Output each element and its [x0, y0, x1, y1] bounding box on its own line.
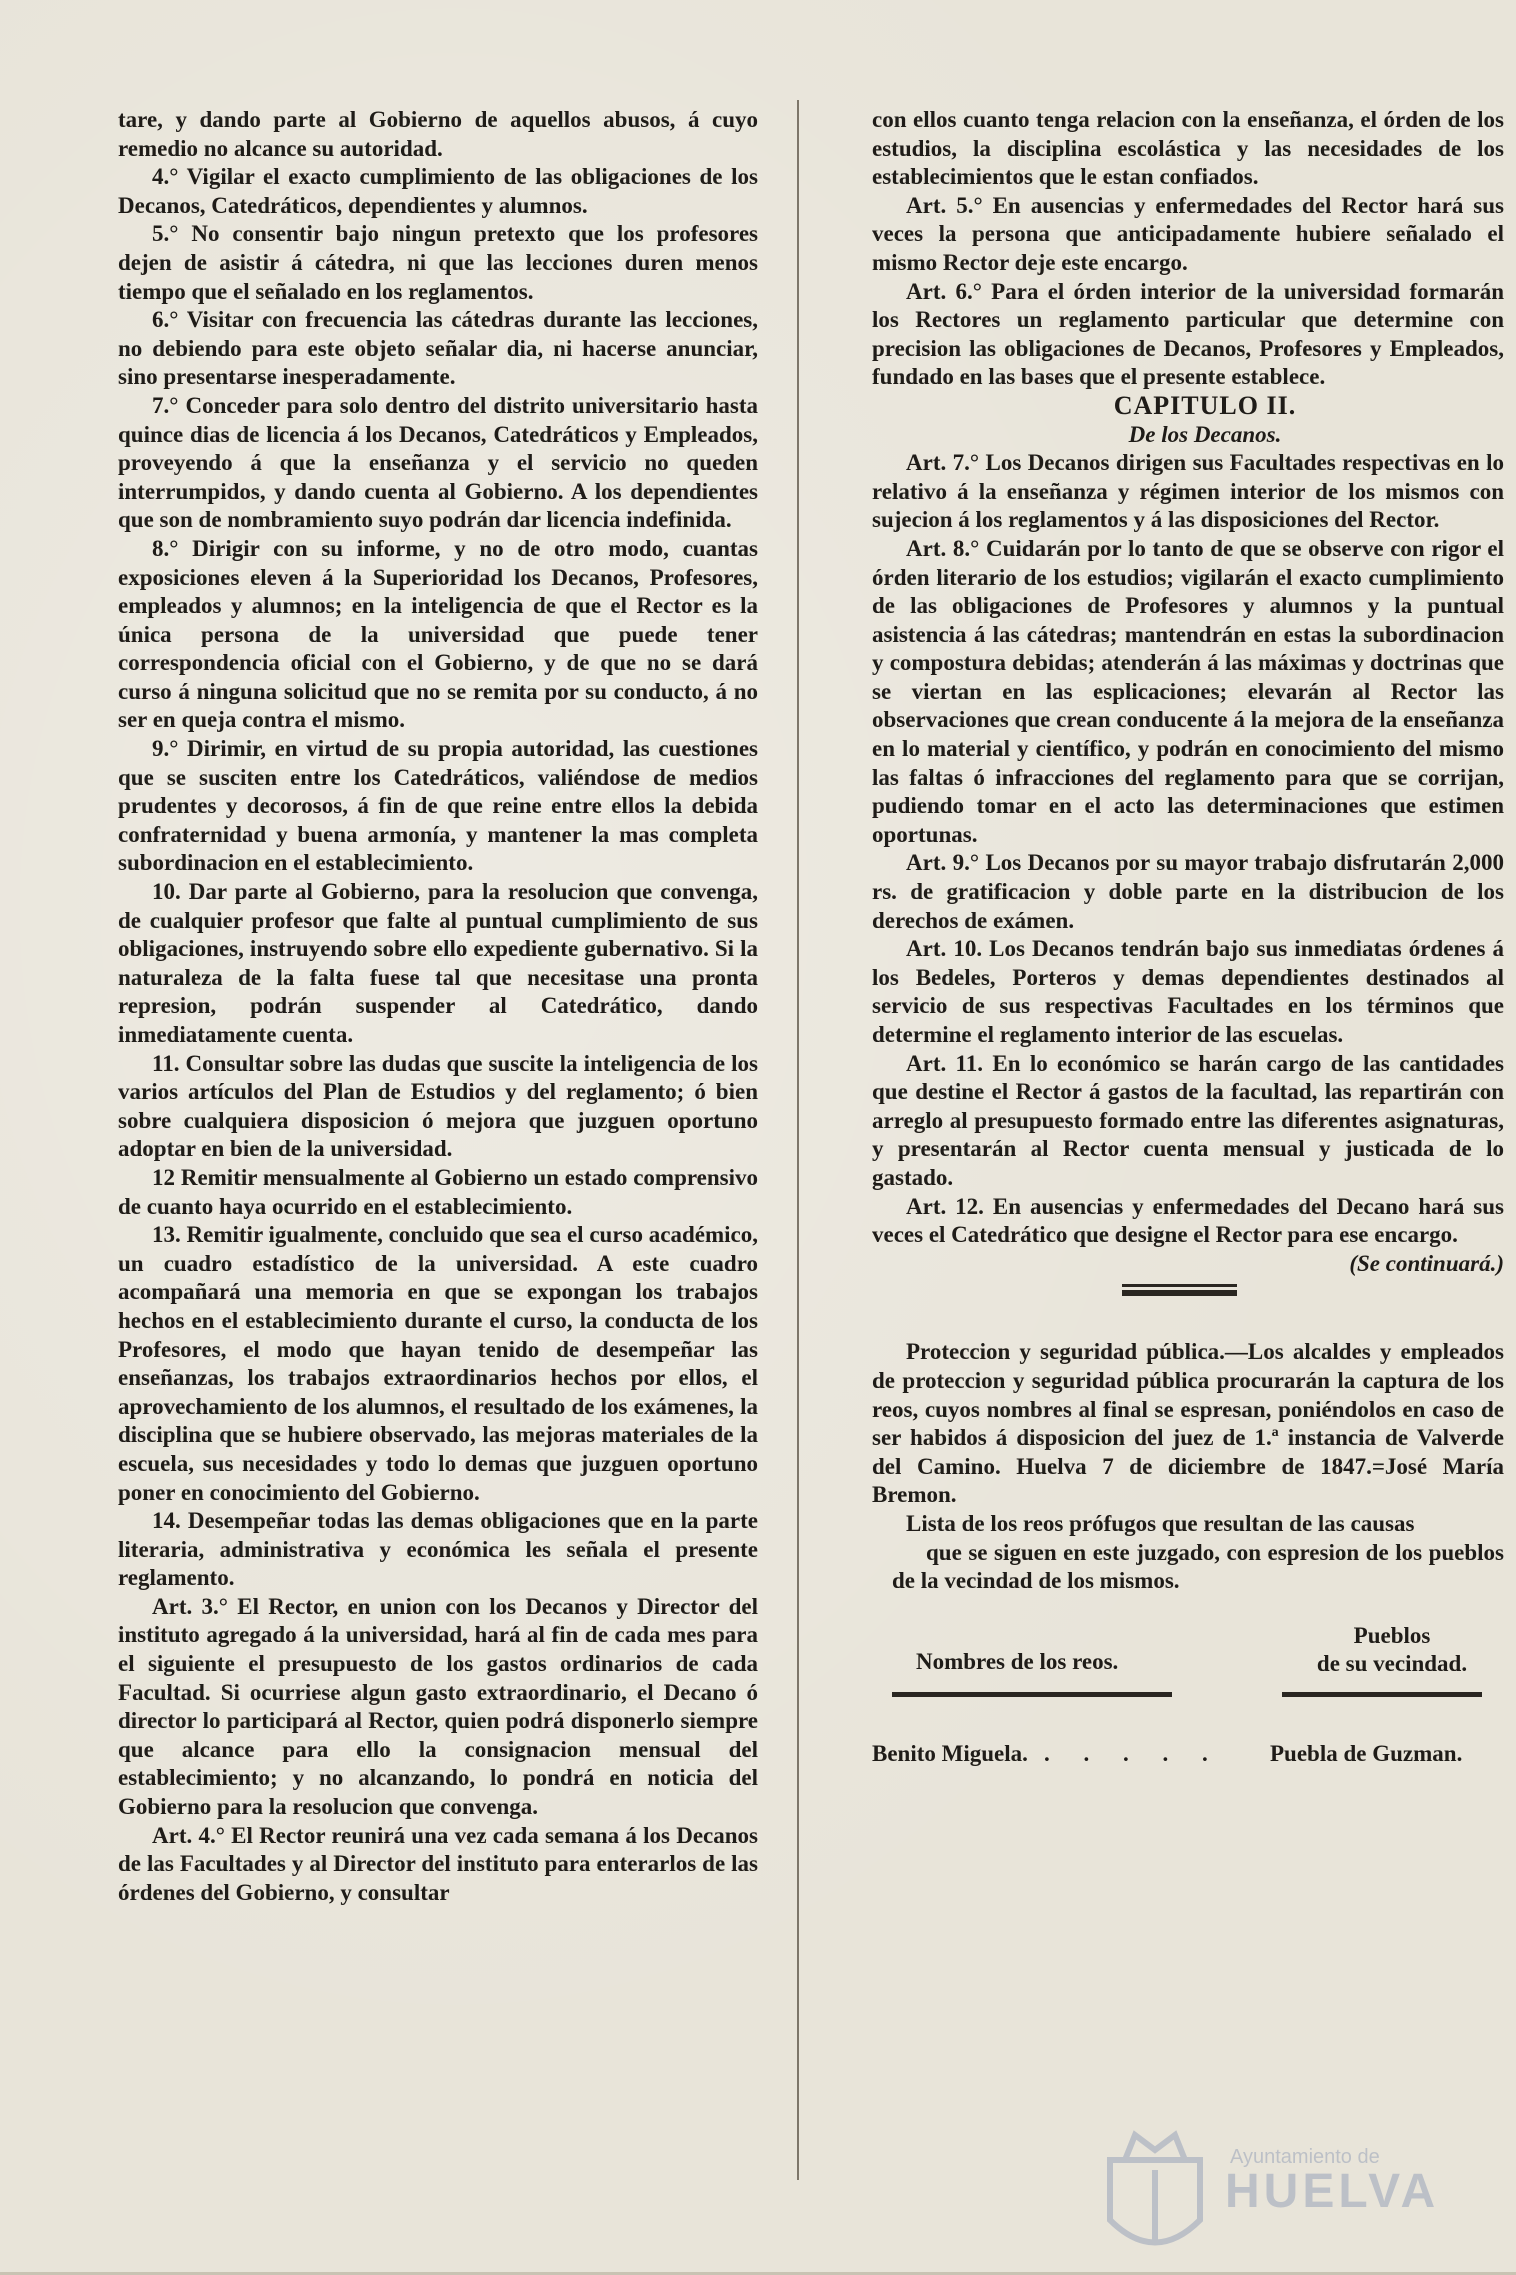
paragraph: tare, y dando parte al Gobierno de aquellos abusos, á cuyo remedio no alcance su autoridad. [118, 107, 758, 161]
paragraph: 5.° No consentir bajo ningun pretexto que los profesores dejen de asistir á cátedra, ni que las lecciones duren menos tiempo que el señalado en los reglamentos. [118, 221, 758, 304]
paragraph: 14. Desempeñar todas las demas obligaciones que en la parte literaria, administrativa y económica les señala el presente reglamento. [118, 1508, 758, 1591]
paragraph: Art. 11. En lo económico se harán cargo de las cantidades que destine el Rector á gastos de la facultad, las repartirán con arreglo al presupuesto formado entre las diferentes asignaturas, y presentarán al Rector cuenta mensual y justicada de lo gastado. [872, 1050, 1504, 1190]
section-separator [872, 1278, 1504, 1308]
table-header [872, 1622, 1504, 1696]
header-names: Nombres de los reos. [916, 1648, 1119, 1674]
paragraph: Art. 3.° El Rector, en union con los Decanos y Director del instituto agregado á la universidad, hará al fin de cada mes para el siguiente el presupuesto de los gastos ordinarios de cada Facultad. Si ocurriese algun gasto extraordinario, el Decano ó director lo participará al Rector, quien podrá disponerlo siempre que alcance para ello la consignacion mensual del establecimiento; y no alcanzando, lo pondrá en noticia del Gobierno para la resolucion que convenga. [118, 1593, 758, 1820]
leader-dots: . . . . . [1044, 1740, 1222, 1766]
paragraph: 9.° Dirimir, en virtud de su propia autoridad, las cuestiones que se susciten entre los Catedráticos, valiéndose de medios prudentes y decorosos, á fin de que reine entre ellos la debida confraternidad y buena armonía, y mantener la mas completa subordinacion en el establecimiento. [118, 736, 758, 876]
paragraph: 10. Dar parte al Gobierno, para la resolucion que convenga, de cualquier profesor que falte al puntual cumplimiento de sus obligaciones, instruyendo sobre ello expediente gubernativo. Si la naturaleza de la falta fuese tal que necesitase una pronta represion, podrán suspender al Catedrático, dando inmediatamente cuenta. [118, 879, 758, 1047]
paragraph: Art. 5.° En ausencias y enfermedades del Rector hará sus veces la persona que anticipadamente hubiere señalado el mismo Rector deje este encargo. [872, 192, 1504, 275]
paragraph: 13. Remitir igualmente, concluido que sea el curso académico, un cuadro estadístico de la universidad. A este cuadro acompañará una memoria en que se expongan los trabajos hechos en el establecimiento durante el curso, la conducta de los Profesores, el modo que hayan tenido de desempeñar las enseñanzas, los trabajos extraordinarios hechos por ellos, el aprovechamiento de los alumnos, el resultado de los exámenes, la disciplina que se hubiere observado, las mejoras materiales de la escuela, sus necesidades y todo lo demas que juzguen oportuno poner en conocimiento del Gobierno. [118, 1222, 758, 1505]
table-row [872, 1740, 1504, 1770]
left-column [118, 106, 758, 1907]
header-towns-line1: Pueblos [1353, 1622, 1431, 1648]
paragraph: Art. 12. En ausencias y enfermedades del Decano hará sus veces el Catedrático que designe el Rector para ese encargo. [872, 1193, 1504, 1248]
continued-note: (Se continuará.) [1349, 1250, 1504, 1276]
watermark-small-text: Ayuntamiento de [1230, 2146, 1380, 2168]
header-towns-line2: de su vecindad. [1316, 1650, 1468, 1676]
header-underline [1282, 1692, 1482, 1697]
rule-thin [1122, 1284, 1237, 1287]
rule-thick [1122, 1290, 1237, 1296]
reo-town: Puebla de Guzman. [1270, 1740, 1463, 1766]
archive-watermark [1100, 2120, 1460, 2270]
paragraph: Art. 10. Los Decanos tendrán bajo sus inmediatas órdenes á los Bedeles, Porteros y demas dependientes destinados al servicio de sus respectivas Facultades en los términos que determine el reglamento interior de las escuelas. [872, 936, 1504, 1047]
paragraph: Art. 8.° Cuidarán por lo tanto de que se observe con rigor el órden literario de los estudios; vigilarán el exacto cumplimiento de las obligaciones de Profesores y alumnos y la puntual asistencia á las cátedras; mantendrán en estas la subordinacion y compostura debidas; atenderán á las máximas y doctrinas que se viertan en las esplicaciones; elevarán al Rector las observaciones que crean conducente á la mejora de la enseñanza en lo material y científico, y podrán en conocimiento del mismo las faltas ó infracciones del reglamento para que se corrijan, pudiendo tomar en el acto las determinaciones que estimen oportunas. [872, 535, 1504, 847]
reo-name: Benito Miguela. [872, 1740, 1028, 1766]
coat-of-arms-icon [1100, 2120, 1210, 2270]
chapter-subtitle: De los Decanos. [1128, 421, 1282, 447]
paragraph: con ellos cuanto tenga relacion con la enseñanza, el órden de los estudios, la disciplina escolástica y las necesidades de los establecimientos que le estan confiados. [872, 107, 1504, 190]
police-notice: Proteccion y seguridad pública.—Los alcaldes y empleados de proteccion y seguridad pública procurarán la captura de los reos, cuyos nombres al final se espresan, poniéndolos en caso de ser habidos á disposicion del juez de 1.ª instancia de Valverde del Camino. Huelva 7 de diciembre de 1847.=José María Bremon. [872, 1339, 1504, 1508]
column-divider [797, 100, 799, 2180]
watermark-big-text: HUELVA [1225, 2165, 1440, 2218]
paragraph: 7.° Conceder para solo dentro del distrito universitario hasta quince dias de licencia á los Decanos, Catedráticos y Empleados, proveyendo á que la enseñanza y el servicio no queden interrumpidos, y dando cuenta al Gobierno. A los dependientes que son de nombramiento suyo podrán dar licencia indefinida. [118, 392, 758, 533]
list-heading-line1: Lista de los reos prófugos que resultan de las causas [906, 1510, 1415, 1536]
paragraph: Art. 9.° Los Decanos por su mayor trabajo disfrutarán 2,000 rs. de gratificacion y doble parte en la distribucion de los derechos de exámen. [872, 850, 1504, 933]
paragraph: 11. Consultar sobre las dudas que suscite la inteligencia de los varios artículos del Plan de Estudios y del reglamento; ó bien sobre cualquiera disposicion ó mejora que juzguen oportuno adoptar en bien de la universidad. [118, 1050, 758, 1162]
chapter-title: CAPITULO II. [1113, 390, 1297, 420]
header-underline [892, 1692, 1172, 1697]
list-heading-line2: que se siguen en este juzgado, con espresion de los pueblos de la vecindad de los mismos. [892, 1539, 1504, 1594]
paragraph: 4.° Vigilar el exacto cumplimiento de las obligaciones de los Decanos, Catedráticos, dependientes y alumnos. [118, 164, 758, 218]
header-towns [1292, 1622, 1492, 1678]
paragraph: 8.° Dirigir con su informe, y no de otro modo, cuantas exposiciones eleven á la Superioridad los Decanos, Profesores, empleados y alumnos; en la inteligencia de que el Rector es la única persona de la universidad que puede tener correspondencia oficial con el Gobierno, y de que no se dará curso á ninguna solicitud que no se remita por su conducto, á no ser en queja contra el mismo. [118, 535, 758, 733]
paragraph: Art. 7.° Los Decanos dirigen sus Facultades respectivas en lo relativo á la enseñanza y régimen interior de los mismos con sujecion á los reglamentos y á las disposiciones del Rector. [872, 450, 1504, 533]
paragraph: Art. 4.° El Rector reunirá una vez cada semana á los Decanos de las Facultades y al Director del instituto para enterarlos de las órdenes del Gobierno, y consultar [118, 1822, 758, 1905]
paragraph: 12 Remitir mensualmente al Gobierno un estado comprensivo de cuanto haya ocurrido en el establecimiento. [118, 1164, 758, 1219]
right-column [872, 106, 1504, 1770]
paragraph: Art. 6.° Para el órden interior de la universidad formarán los Rectores un reglamento particular que determine con precision las obligaciones de Decanos, Profesores y Empleados, fundado en las bases que el presente establece. [872, 278, 1504, 390]
paragraph: 6.° Visitar con frecuencia las cátedras durante las lecciones, no debiendo para este objeto señalar dia, ni hacerse anunciar, sino presentarse inesperadamente. [118, 307, 758, 390]
list-heading [872, 1510, 1504, 1596]
